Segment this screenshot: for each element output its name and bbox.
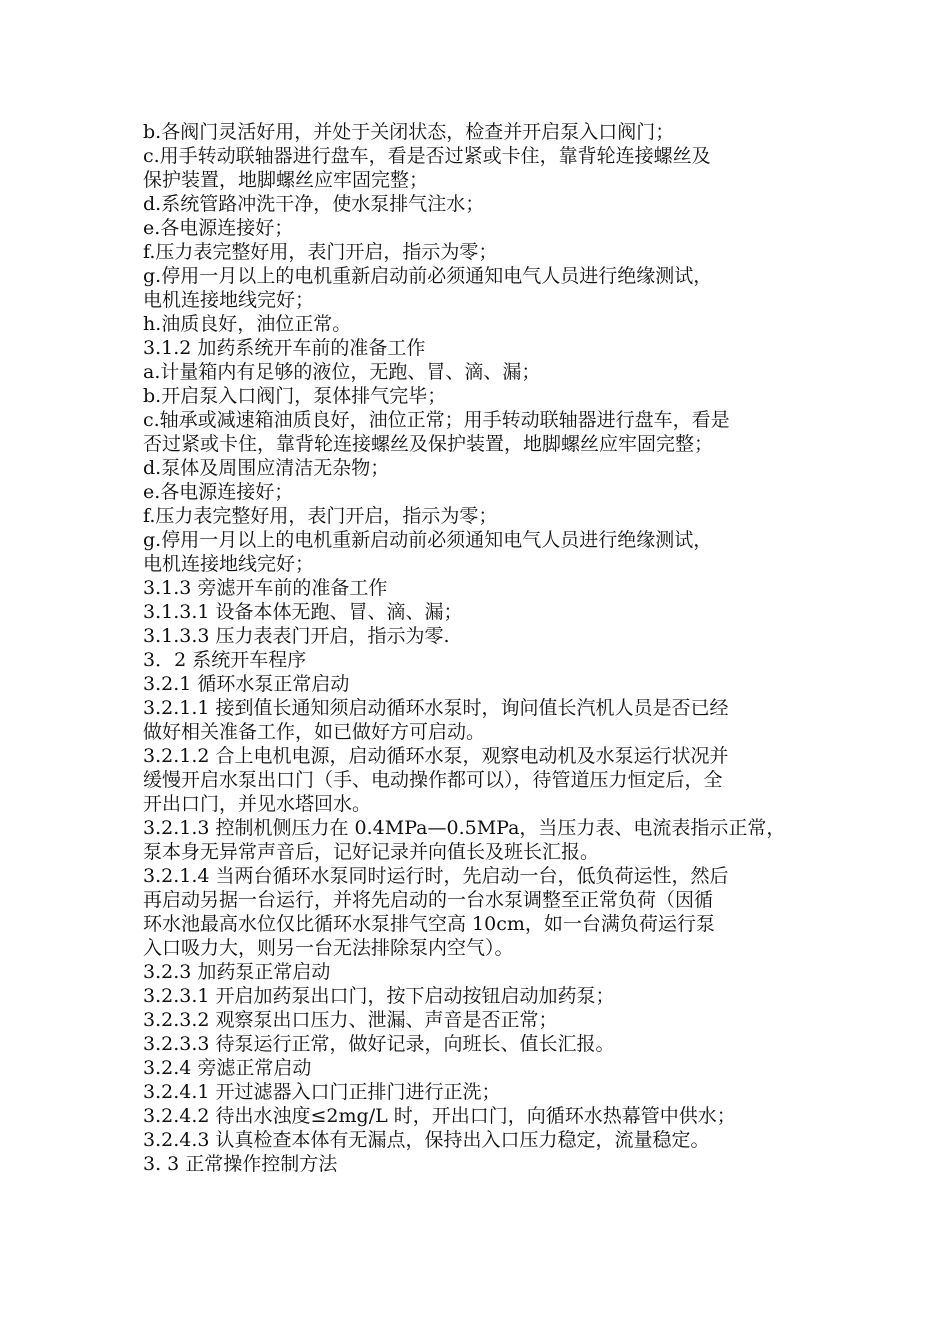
section-heading: 3. 3 正常操作控制方法 — [143, 1153, 338, 1175]
section-heading: 3．2 系统开车程序 — [143, 649, 307, 671]
section-heading: 3.1.2 加药系统开车前的准备工作 — [143, 337, 426, 359]
text-line: 3.2.4.1 开过滤器入口门正排门进行正洗； — [143, 1081, 501, 1103]
text-line: d.系统管路冲洗干净，使水泵排气注水； — [143, 193, 485, 215]
text-line: 电机连接地线完好； — [143, 553, 315, 575]
section-heading: 3.2.1 循环水泵正常启动 — [143, 673, 350, 695]
text-line: 3.2.3.2 观察泵出口压力、泄漏、声音是否正常； — [143, 1009, 558, 1031]
text-line: f.压力表完整好用，表门开启，指示为零； — [143, 505, 498, 527]
section-heading: 3.2.3 加药泵正常启动 — [143, 961, 331, 983]
text-line: g.停用一月以上的电机重新启动前必须通知电气人员进行绝缘测试， — [143, 529, 713, 551]
document-body — [143, 120, 813, 1176]
text-line: a.计量箱内有足够的液位，无跑、冒、滴、漏； — [143, 361, 541, 383]
text-line: 做好相关准备工作，如已做好方可启动。 — [143, 721, 486, 743]
text-line: 3.1.3.3 压力表表门开启，指示为零. — [143, 625, 450, 647]
text-line: b.开启泵入口阀门，泵体排气完毕； — [143, 385, 447, 407]
text-line: b.各阀门灵活好用，并处于关闭状态，检查并开启泵入口阀门； — [143, 121, 675, 143]
text-line: 3.2.1.1 接到值长通知须启动循环水泵时，询问值长汽机人员是否已经 — [143, 697, 729, 719]
text-line: 入口吸力大，则另一台无法排除泵内空气）。 — [143, 937, 514, 959]
text-line: c.轴承或减速箱油质良好，油位正常；用手转动联轴器进行盘车，看是 — [143, 409, 730, 431]
text-line: e.各电源连接好； — [143, 217, 294, 239]
text-line: 3.2.4.2 待出水浊度≤2mg/L 时，开出口门，向循环水热幕管中供水； — [143, 1105, 736, 1127]
text-line: 3.2.4.3 认真检查本体有无漏点，保持出入口压力稳定，流量稳定。 — [143, 1129, 710, 1151]
text-line: 否过紧或卡住，靠背轮连接螺丝及保护装置，地脚螺丝应牢固完整； — [143, 433, 714, 455]
text-line: h.油质良好，油位正常。 — [143, 313, 352, 335]
text-line: g.停用一月以上的电机重新启动前必须通知电气人员进行绝缘测试， — [143, 265, 713, 287]
text-line: 3.1.3.1 设备本体无跑、冒、滴、漏； — [143, 601, 463, 623]
text-line: 3.2.1.3 控制机侧压力在 0.4MPa—0.5MPa，当压力表、电流表指示正常， — [143, 817, 786, 839]
text-line: 电机连接地线完好； — [143, 289, 315, 311]
text-line: e.各电源连接好； — [143, 481, 294, 503]
text-line: 开出口门，并见水塔回水。 — [143, 793, 372, 815]
text-line: 缓慢开启水泵出口门（手、电动操作都可以），待管道压力恒定后，全 — [143, 769, 723, 791]
text-line: 泵本身无异常声音后，记好记录并向值长及班长汇报。 — [143, 841, 600, 863]
text-line: 3.2.3.3 待泵运行正常，做好记录，向班长、值长汇报。 — [143, 1033, 615, 1055]
text-line: 3.2.3.1 开启加药泵出口门，按下启动按钮启动加药泵； — [143, 985, 615, 1007]
text-line: 3.2.1.4 当两台循环水泵同时运行时，先启动一台，低负荷运性，然后 — [143, 865, 729, 887]
text-line: 再启动另据一台运行，并将先启动的一台水泵调整至正常负荷（因循 — [143, 889, 714, 911]
text-line: c.用手转动联轴器进行盘车，看是否过紧或卡住，靠背轮连接螺丝及 — [143, 145, 711, 167]
section-heading: 3.1.3 旁滤开车前的准备工作 — [143, 577, 388, 599]
section-heading: 3.2.4 旁滤正常启动 — [143, 1057, 312, 1079]
text-line: f.压力表完整好用，表门开启，指示为零； — [143, 241, 498, 263]
text-line: 3.2.1.2 合上电机电源，启动循环水泵，观察电动机及水泵运行状况并 — [143, 745, 729, 767]
text-line: 环水池最高水位仅比循环水泵排气空高 10cm，如一台满负荷运行泵 — [143, 913, 715, 935]
text-line: 保护装置，地脚螺丝应牢固完整； — [143, 169, 429, 191]
text-line: d.泵体及周围应清洁无杂物； — [143, 457, 390, 479]
